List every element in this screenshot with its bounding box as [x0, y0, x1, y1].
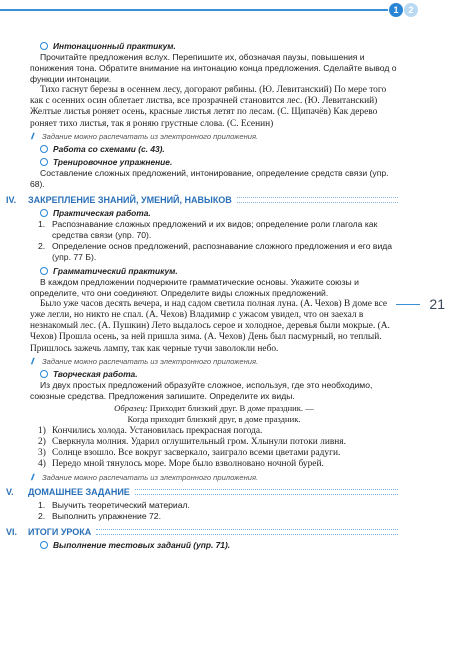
practical-heading: Практическая работа.: [40, 208, 398, 218]
list-item: 1) Кончились холода. Установилась прекрасная погода.: [38, 425, 263, 436]
print-note-1: Задание можно распечатать из электронного приложения.: [30, 132, 398, 141]
bullet-icon: [40, 145, 48, 153]
print-icon: [30, 357, 38, 365]
training-heading: Тренировочное упражнение.: [40, 157, 398, 167]
badge-1: 1: [389, 3, 403, 17]
page-number-rule: [396, 304, 420, 305]
bullet-icon: [40, 42, 48, 50]
practical-list: [30, 219, 398, 263]
bullet-icon: [40, 209, 48, 217]
grammar-task: В каждом предложении подчеркните грамматические основы. Укажите союзы и определите, что они соединяют. Определите виды сложных предложений.: [30, 276, 359, 298]
top-bar: [0, 0, 455, 22]
example-block: Образец: Приходит близкий друг. В доме праздник. — Когда приходит близкий друг, в доме праздник.: [114, 402, 314, 424]
section-rule: [96, 529, 398, 535]
creative-list: [30, 426, 398, 471]
list-item: 2) Сверкнула молния. Ударил оглушительный гром. Хлынули потоки ливня.: [38, 437, 346, 448]
page-content: [6, 38, 398, 551]
intonation-task: Прочитайте предложения вслух. Перепишите их, обозначая паузы, повышения и понижения тона. Обратите внимание на интонацию конца предложения. Сделайте вывод о функции интонации.: [30, 52, 397, 84]
list-item: 2. Определение основ предложений, распознавание сложного предложения и его вида (упр. 77 Б).: [38, 240, 393, 262]
homework-list: [30, 500, 398, 522]
section-rule: [135, 489, 398, 495]
grammar-heading: Грамматический практикум.: [40, 266, 398, 276]
list-item: 3) Солнце взошло. Все вокруг засверкало, заиграло всеми цветами радуги.: [38, 448, 341, 459]
print-icon: [30, 132, 38, 140]
bullet-icon: [40, 158, 48, 166]
creative-heading: Творческая работа.: [40, 369, 398, 379]
example-label: Образец:: [114, 402, 148, 413]
bullet-icon: [40, 541, 48, 549]
creative-task: Из двух простых предложений образуйте сложное, используя, где это необходимо, союзные средства. Предложения запишите. Определите их виды.: [30, 379, 373, 401]
list-item: 4) Передо мной тянулось море. Море было взволновано ночной бурей.: [38, 459, 324, 470]
list-item: 1. Распознавание сложных предложений и их видов; определение роли глагола как средства связи (упр. 70).: [38, 218, 378, 240]
tests-heading: Выполнение тестовых заданий (упр. 71).: [40, 540, 398, 550]
top-rule: [0, 9, 388, 11]
training-text: Составление сложных предложений, интонирование, определение средств связи (упр. 68).: [30, 167, 389, 189]
print-icon: [30, 473, 38, 481]
page-number: 21: [429, 296, 445, 312]
list-item: 1. Выучить теоретический материал.: [38, 499, 190, 510]
grammar-text: Было уже часов десять вечера, и над садом светила полная луна. (А. Чехов) В доме все уже легли, но никто не спал. (А. Чехов) Владимир с ужасом увидел, что он заехал в незнакомый лес. (А. Пушкин) Лето выдалось серое и холодное, деревья были мокрые. (А. Чехов) Прошла осень, за ней пришла зима. (А. Чехов) День был пасмурный, но теплый. Пришлось зажечь лампу, так как черные тучи заволокли небо.: [30, 298, 390, 354]
badge-2: 2: [404, 3, 418, 17]
print-note-2: Задание можно распечатать из электронного приложения.: [30, 357, 398, 366]
section-v-heading: V. ДОМАШНЕЕ ЗАДАНИЕ: [6, 487, 398, 497]
list-item: 2. Выполнить упражнение 72.: [38, 510, 161, 521]
section-rule: [237, 197, 398, 203]
bullet-icon: [40, 267, 48, 275]
bullet-icon: [40, 370, 48, 378]
section-iv-heading: IV. ЗАКРЕПЛЕНИЕ ЗНАНИЙ, УМЕНИЙ, НАВЫКОВ: [6, 195, 398, 205]
section-vi-heading: VI. ИТОГИ УРОКА: [6, 527, 398, 537]
intonation-text: Тихо гаснут березы в осеннем лесу, догорают рябины. (Ю. Левитанский) По мере того как с осенних осин облетает листва, все прозрачней становится лес. (Ю. Левитанский) Желтые листья роняет осень, красные листья летят по лесам. (С. Щипачёв) Как дерево роняет тихо листья, так я роняю грустные слова. (С. Есенин): [30, 85, 387, 129]
print-note-3: Задание можно распечатать из электронного приложения.: [30, 473, 398, 482]
intonation-heading: Интонационный практикум.: [40, 41, 398, 51]
schemes-heading: Работа со схемами (с. 43).: [40, 144, 398, 154]
